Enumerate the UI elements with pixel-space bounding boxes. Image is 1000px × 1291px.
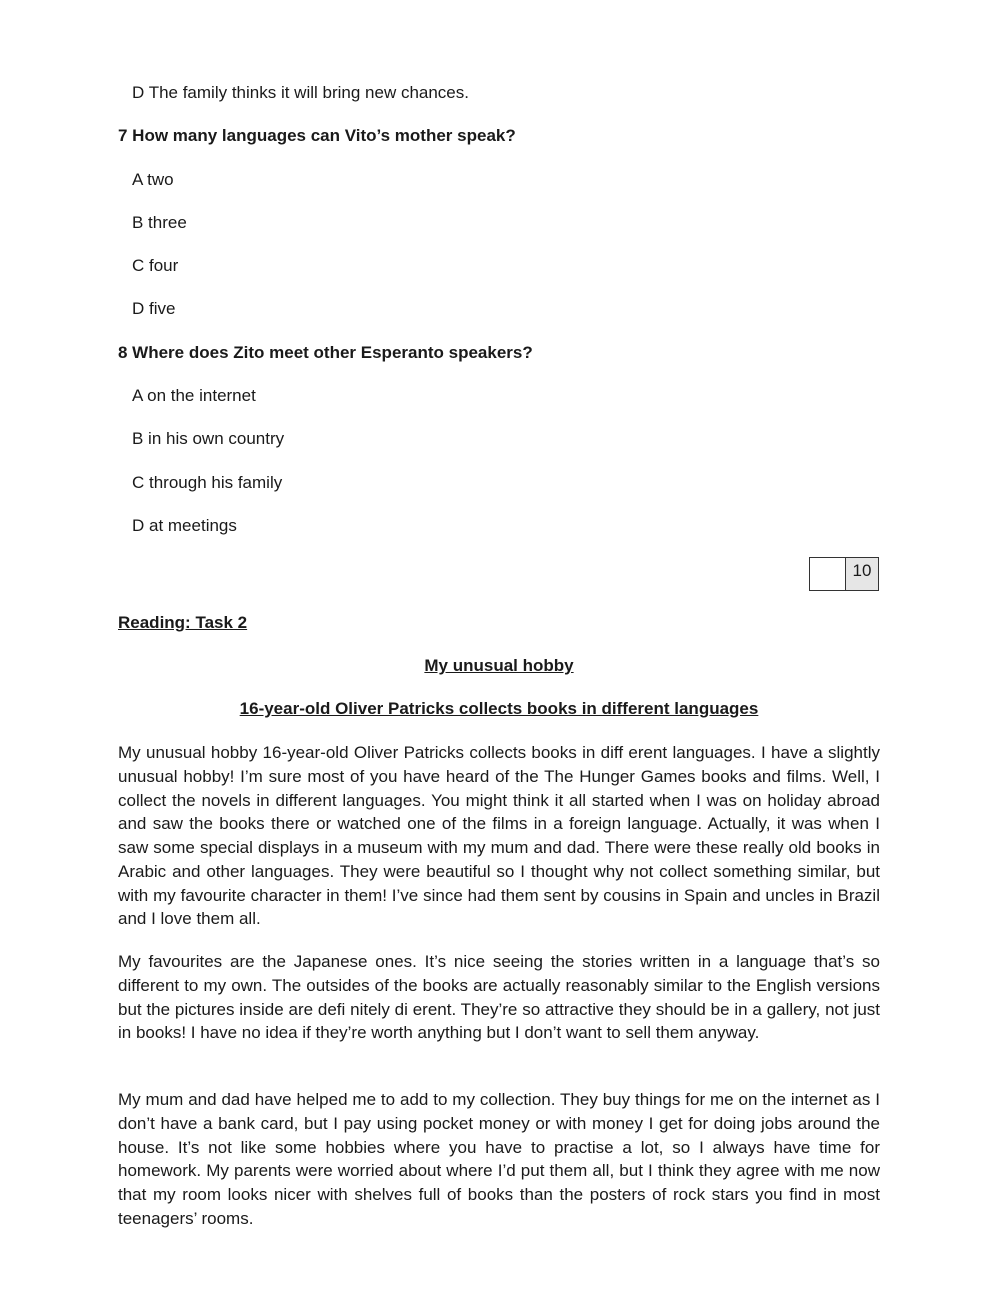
q8-question: 8 Where does Zito meet other Esperanto speakers? bbox=[118, 343, 533, 362]
score-max: 10 bbox=[846, 558, 878, 590]
score-input-cell[interactable] bbox=[810, 558, 846, 590]
q8-option-b: B in his own country bbox=[132, 429, 285, 448]
q7-option-c: C four bbox=[132, 256, 179, 275]
q8-option-d: D at meetings bbox=[132, 516, 237, 535]
q7-option-b: B three bbox=[132, 213, 187, 232]
q7-question: 7 How many languages can Vito’s mother speak? bbox=[118, 126, 516, 145]
q8-option-c: C through his family bbox=[132, 473, 283, 492]
q7-option-a: A two bbox=[132, 170, 174, 189]
article-subtitle: 16-year-old Oliver Patricks collects books in different languages bbox=[239, 699, 759, 718]
q8-option-a: A on the internet bbox=[132, 386, 256, 405]
article-paragraph: My mum and dad have helped me to add to my collection. They buy things for me on the internet as I don’t have a bank card, but I pay using pocket money or with money I get for doing jobs around the house. It’s not like some hobbies where you have to practise a lot, so I always have time for homework. My parents were worried about where I’d put them all, but I think they agree with me now that my room looks nicer with shelves full of books than the posters of rock stars you find in most teenagers’ rooms. bbox=[118, 1090, 880, 1228]
article-paragraph: My favourites are the Japanese ones. It’s nice seeing the stories written in a language that’s so different to my own. The outsides of the books are actually reasonably similar to the English versions but the pictures inside are defi nitely di erent. They’re so attractive they should be in a gallery, not just in books! I have no idea if they’re worth anything but I don’t want to sell them anyway. bbox=[118, 952, 880, 1043]
task-heading: Reading: Task 2 bbox=[118, 613, 248, 632]
article-paragraph: My unusual hobby 16-year-old Oliver Patricks collects books in diff erent languages. I have a slightly unusual hobby! I’m sure most of you have heard of the The Hunger Games books and films. Well, I collect the novels in different languages. You might think it all started when I was on holiday abroad and saw the books there or watched one of the films in a foreign language. Actually, it was when I saw some special displays in a museum with my mum and dad. There were these really old books in Arabic and other languages. They were beautiful so I thought why not collect something similar, but with my favourite character in them! I’ve since had them sent by cousins in Spain and uncles in Brazil and I love them all. bbox=[118, 743, 880, 929]
score-box bbox=[809, 557, 879, 591]
q7-option-d: D five bbox=[132, 299, 176, 318]
q6-option-d: D The family thinks it will bring new chances. bbox=[132, 83, 469, 102]
article-title: My unusual hobby bbox=[424, 656, 574, 675]
